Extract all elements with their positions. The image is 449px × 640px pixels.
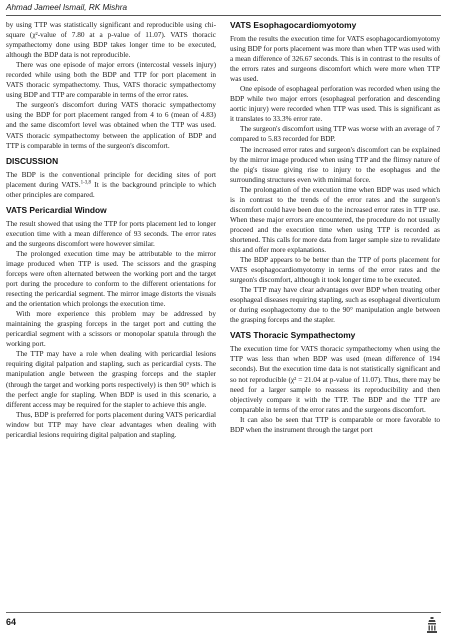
right-column	[230, 20, 440, 435]
sympathectomy-paragraph-1: The execution time for VATS thoracic sympathectomy when using the TTP was less than when BDP was used (mean difference of 194 seconds). But the execution time data is not statistically significant and so not reproducible (χ² = 21.04 at p-value of 11.07). Thus, there may be need for a larger sample to reassess its reproducibility and then objectively compare it with the TTP. The BDP and the TTP are comparable in terms of the error rates and the surgeons discomfort.	[230, 344, 440, 414]
esophago-paragraph-2: One episode of esophageal perforation was recorded when using the BDP while two major errors (esophageal perforation and descending aortic injury) were recorded when TTP was used. This is significant as it translates to 33.3% error rate.	[230, 84, 440, 124]
results-paragraph-errors: There was one episode of major errors (intercostal vessels injury) recorded while using both the BDP and TTP for port placement in VATS thoracic sympathectomy. Thus, VATS thoracic sympathectomy using BDP and TTP are comparable in terms of the error rates.	[6, 60, 216, 100]
pericardial-window-heading: VATS Pericardial Window	[6, 204, 107, 215]
pericardial-paragraph-5: Thus, BDP is preferred for ports placement during VATS pericardial window but TTP may have clear advantages when dealing with pericardial lesions requiring digital palpation and stapling.	[6, 409, 216, 439]
header-divider	[6, 15, 441, 16]
pericardial-paragraph-2: The prolonged execution time may be attributable to the mirror image produced when TTP is used. The scissors and the grasping forceps were often alternated between the working port and the target port during the procedure to conform to the different orientations for resecting the pericardial segment. The mirror image distorts the visuals and the orientation which prolongs the execution time.	[6, 248, 216, 309]
page-number: 64	[6, 617, 17, 627]
footer-divider	[6, 612, 441, 613]
left-column	[6, 20, 216, 440]
pericardial-paragraph-1: The result showed that using the TTP for ports placement led to longer execution time with a mean difference of 93 seconds. The error rates and the surgeons discomfort were however similar.	[6, 218, 216, 248]
esophagocardiomyotomy-heading: VATS Esophagocardiomyotomy	[230, 20, 357, 30]
esophago-paragraph-3: The surgeon's discomfort using TTP was worse with an average of 7 compared to 5.83 recorded for BDP.	[230, 124, 440, 144]
results-paragraph-discomfort: The surgeon's discomfort during VATS thoracic sympathectomy using the BDP for port placement ranged from 4 to 6 (mean of 4.83) and the same discomfort level was obtained when the TTP was used. VATS thoracic sympathectomy between the application of BDP and TTP is comparable in terms of the surgeon's discomfort.	[6, 100, 216, 150]
esophago-paragraph-7: The TTP may have clear advantages over BDP when treating other esophageal diseases requiring stapling, such as esophageal diverticulum or during esophagectomy due to the 90° manipulation angle between the grasping forceps and the stapler.	[230, 285, 440, 325]
pericardial-paragraph-3: With more experience this problem may be addressed by maintaining the grasping forceps in the target port and cutting the pericardial segment with a scissors or monopolar spatula through the working port.	[6, 309, 216, 349]
esophago-paragraph-6: The BDP appears to be better than the TTP of ports placement for VATS esophagocardiomyotomy in terms of the error rates and the surgeon's discomfort, although it took longer time to be executed.	[230, 255, 440, 285]
journal-logo-icon	[425, 616, 439, 634]
thoracic-sympathectomy-heading: VATS Thoracic Sympathectomy	[230, 330, 356, 341]
esophago-paragraph-4: The increased error rates and surgeon's discomfort can be explained by the mirror image produced when using TTP and the flimsy nature of the pig's tissue giving rise to injury to the esophagus and the surrounding structures even with minimal force.	[230, 144, 440, 184]
results-paragraph-intro: by using TTP was statistically significant and reproducible using chi-square (χ²-value of 7.80 at a p-value of 11.07). VATS thoracic sympathectomy done using BDP takes longer time to be executed, although the BDP data is not reproducible.	[6, 20, 216, 60]
citation-superscript: 1-3,8	[80, 180, 91, 186]
esophago-paragraph-5: The prolongation of the execution time when BDP was used which is in contrast to the trends of the error rates and the surgeon's discomfort could have been due to the increased error rates in TTP use. When these major errors are encountered, the procedure do not usually proceed and the execution time when using TTP is recorded as shortened. This calls for more data from larger sample size to revalidate this and offer more explanations.	[230, 184, 440, 254]
discussion-text-a: The BDP is the conventional principle for deciding sites of port placement during VATS.	[6, 169, 216, 189]
discussion-paragraph	[6, 170, 216, 200]
pericardial-paragraph-4: The TTP may have a role when dealing with pericardial lesions requiring digital palpation and stapling, such as pericardial cysts. The manipulation angle between the grasping forceps and the stapler (through the target and working ports respectively) is then 90° which is the perfect angle for stapling. When BDP is used in this scenario, a different access may be required for the stapler to achieve this angle.	[6, 349, 216, 409]
discussion-text-b: It is the background principle to which other principles are compared.	[6, 179, 216, 199]
esophago-paragraph-1: From the results the execution time for VATS esophagocardiomyotomy using BDP for ports placement was more than when TTP was used with a mean difference of 326.67 seconds. This is in contrast to the results of the errors rates and surgeons discomfort which were more when TTP was used.	[230, 34, 440, 84]
discussion-heading: DISCUSSION	[6, 155, 59, 166]
sympathectomy-paragraph-2: It can also be seen that TTP is comparable or more favorable to BDP when the instrument through the target port	[230, 414, 440, 434]
running-header-authors: Ahmad Jameel Ismail, RK Mishra	[6, 3, 128, 12]
